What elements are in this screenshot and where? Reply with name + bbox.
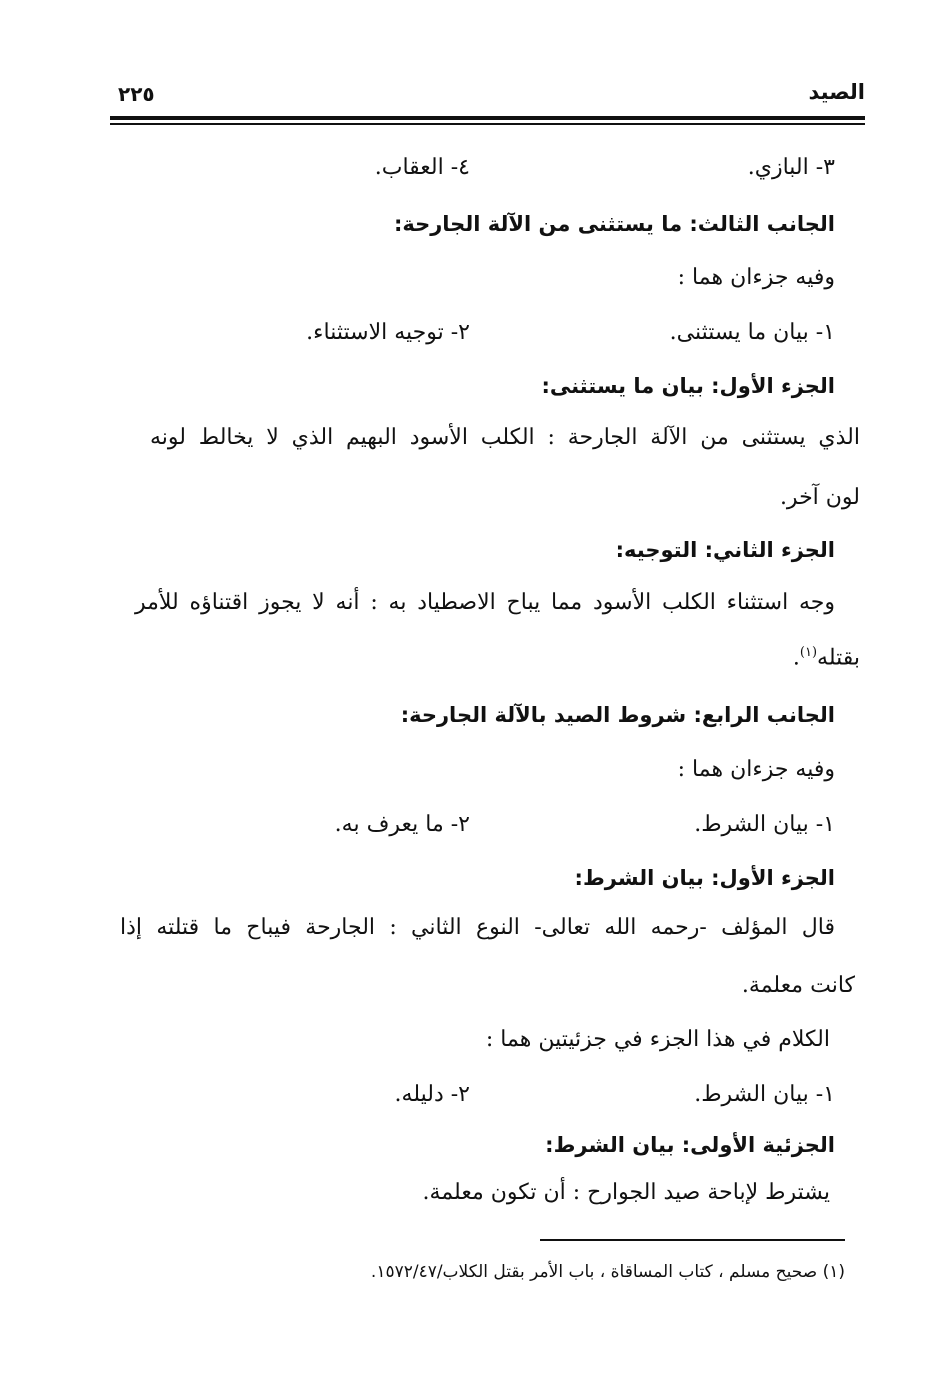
paragraph-text: بقتله [817,645,860,671]
list-item: ٢- توجيه الاستثناء. [306,320,470,345]
list-item: ١- بيان الشرط. [694,1082,835,1107]
subsection-heading: الجزئية الأولى: بيان الشرط: [545,1133,835,1157]
subsection-heading: الجزء الأول: بيان ما يستثنى: [541,374,835,398]
list-item: ٤- العقاب. [374,155,470,180]
paragraph-line: قال المؤلف -رحمه الله تعالى- النوع الثاني : الجارحة فيباح ما قتلته إذا [120,915,835,940]
list-item: ١- بيان الشرط. [694,812,835,837]
footnote: (١) صحيح مسلم ، كتاب المساقاة ، باب الأمر بقتل الكلاب/١٥٧٢/٤٧. [370,1262,845,1282]
subsection-heading: الجزء الأول: بيان الشرط: [574,866,835,890]
paragraph-line [793,645,860,670]
list-item: ٣- البازي. [747,155,835,180]
paragraph-text: . [792,645,800,671]
list-item: ٢- ما يعرف به. [334,812,470,837]
running-header [110,80,865,116]
section-heading: الجانب الثالث: ما يستثنى من الآلة الجارحة: [393,212,835,236]
footnote-reference: (١) [799,645,818,660]
list-item: ٢- دليله. [394,1082,470,1107]
page [110,80,865,125]
header-rule-thick [110,116,865,120]
footnote-rule [540,1239,845,1241]
subsection-heading: الجزء الثاني: التوجيه: [615,538,835,562]
chapter-title: الصيد [808,80,865,104]
paragraph-line: كانت معلمة. [741,973,855,998]
section-heading: الجانب الرابع: شروط الصيد بالآلة الجارحة: [400,703,835,727]
page-number: ٢٢٥ [118,82,155,106]
header-rule-thin [110,123,865,125]
paragraph: الكلام في هذا الجزء في جزئيتين هما : [485,1027,830,1052]
paragraph-line: لون آخر. [779,485,860,510]
paragraph: وفيه جزءان هما : [677,265,835,290]
paragraph-line: وجه استثناء الكلب الأسود مما يباح الاصطياد به : أنه لا يجوز اقتناؤه للأمر [135,590,835,615]
paragraph: وفيه جزءان هما : [677,757,835,782]
list-item: ١- بيان ما يستثنى. [669,320,835,345]
paragraph: يشترط لإباحة صيد الجوارح : أن تكون معلمة. [422,1180,830,1205]
paragraph-line: الذي يستثنى من الآلة الجارحة : الكلب الأسود البهيم الذي لا يخالط لونه [150,425,860,450]
